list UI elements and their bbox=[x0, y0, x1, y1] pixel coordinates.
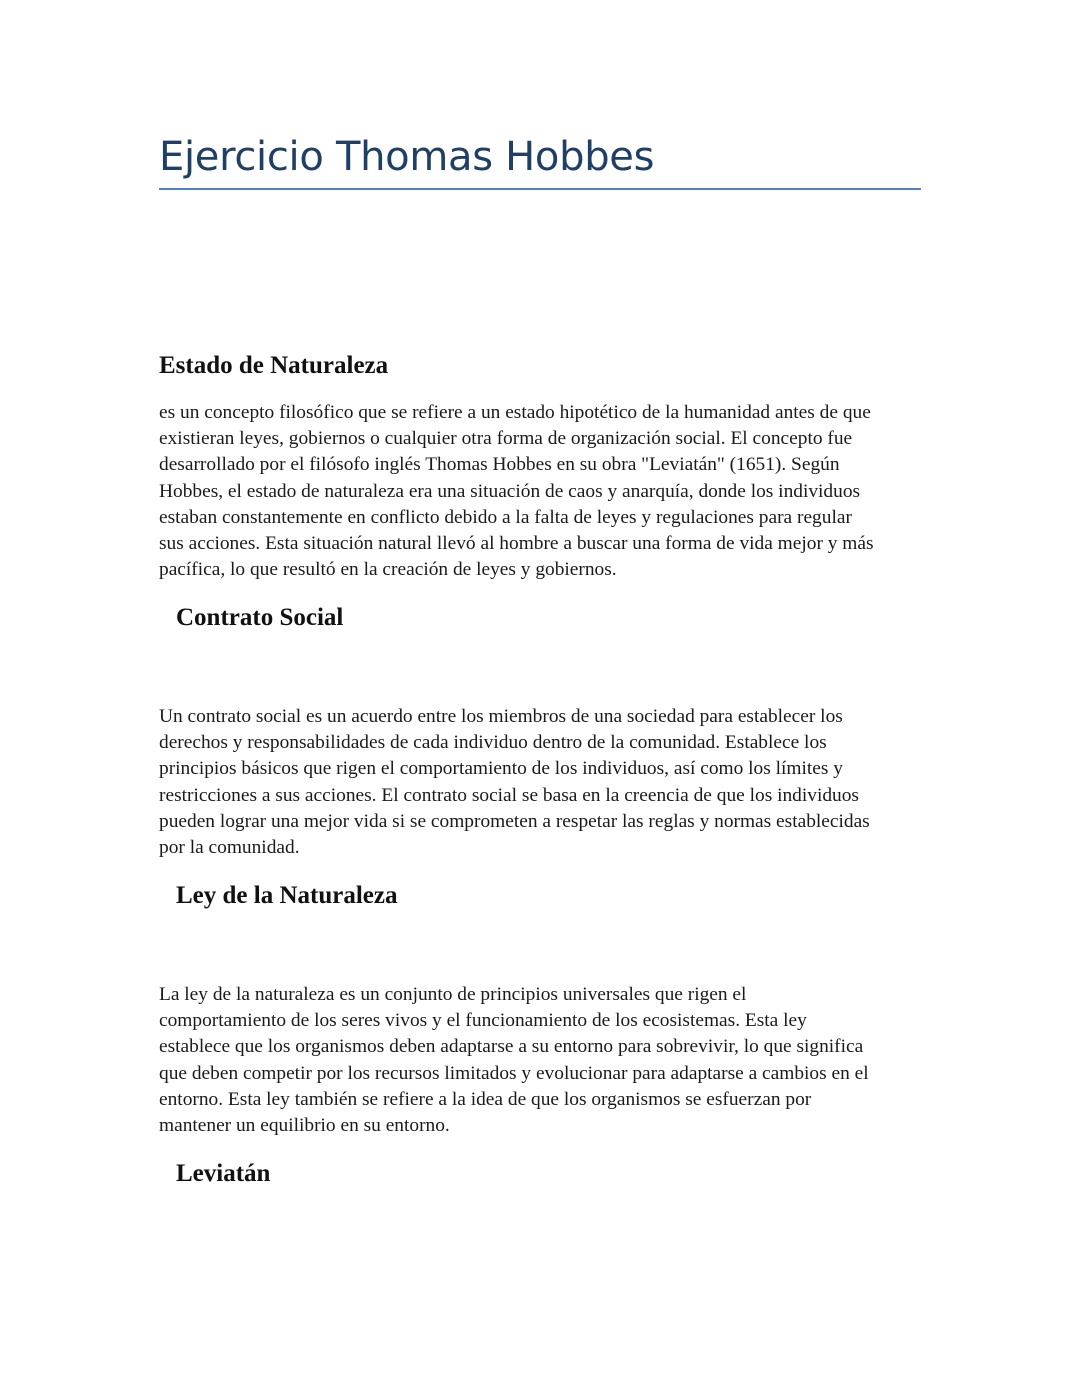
heading-leviatan: Leviatán bbox=[176, 1160, 271, 1187]
paragraph-estado-de-naturaleza bbox=[159, 400, 934, 583]
paragraph-line: Hobbes, el estado de naturaleza era una situación de caos y anarquía, donde los individuos bbox=[159, 480, 861, 502]
paragraph-line: pacífica, lo que resultó en la creación de leyes y gobiernos. bbox=[159, 559, 617, 581]
paragraph-line: pueden lograr una mejor vida si se comprometen a respetar las reglas y normas establecidas bbox=[159, 810, 870, 832]
paragraph-line: establece que los organismos deben adaptarse a su entorno para sobrevivir, lo que significa bbox=[159, 1036, 864, 1058]
paragraph-line: comportamiento de los seres vivos y el funcionamiento de los ecosistemas. Esta ley bbox=[159, 1010, 807, 1032]
paragraph-line: sus acciones. Esta situación natural llevó al hombre a buscar una forma de vida mejor y más bbox=[159, 533, 874, 555]
paragraph-line: derechos y responsabilidades de cada individuo dentro de la comunidad. Establece los bbox=[159, 732, 827, 754]
paragraph-line: desarrollado por el filósofo inglés Thomas Hobbes en su obra "Leviatán" (1651). Según bbox=[159, 454, 840, 476]
heading-contrato-social: Contrato Social bbox=[176, 604, 344, 631]
paragraph-line: existieran leyes, gobiernos o cualquier otra forma de organización social. El concepto fue bbox=[159, 428, 853, 450]
paragraph-contrato-social bbox=[159, 704, 934, 861]
paragraph-line: La ley de la naturaleza es un conjunto de principios universales que rigen el bbox=[159, 984, 747, 1005]
paragraph-ley-de-la-naturaleza bbox=[159, 982, 934, 1139]
paragraph-line: entorno. Esta ley también se refiere a la idea de que los organismos se esfuerzan por bbox=[159, 1088, 812, 1110]
paragraph-line: Un contrato social es un acuerdo entre los miembros de una sociedad para establecer los bbox=[159, 706, 843, 727]
heading-ley-de-la-naturaleza: Ley de la Naturaleza bbox=[176, 882, 398, 909]
document-title: Ejercicio Thomas Hobbes bbox=[159, 134, 655, 180]
paragraph-line: principios básicos que rigen el comportamiento de los individuos, así como los límites y bbox=[159, 758, 843, 780]
paragraph-line: restricciones a sus acciones. El contrato social se basa en la creencia de que los individuos bbox=[159, 784, 859, 806]
title-underline-rule bbox=[159, 188, 921, 190]
heading-estado-de-naturaleza: Estado de Naturaleza bbox=[159, 352, 389, 379]
paragraph-line: mantener un equilibrio en su entorno. bbox=[159, 1115, 450, 1137]
paragraph-line: es un concepto filosófico que se refiere a un estado hipotético de la humanidad antes de que bbox=[159, 402, 871, 423]
paragraph-line: que deben competir por los recursos limitados y evolucionar para adaptarse a cambios en el bbox=[159, 1062, 869, 1084]
paragraph-line: estaban constantemente en conflicto debido a la falta de leyes y regulaciones para regular bbox=[159, 506, 852, 528]
paragraph-line: por la comunidad. bbox=[159, 837, 300, 859]
